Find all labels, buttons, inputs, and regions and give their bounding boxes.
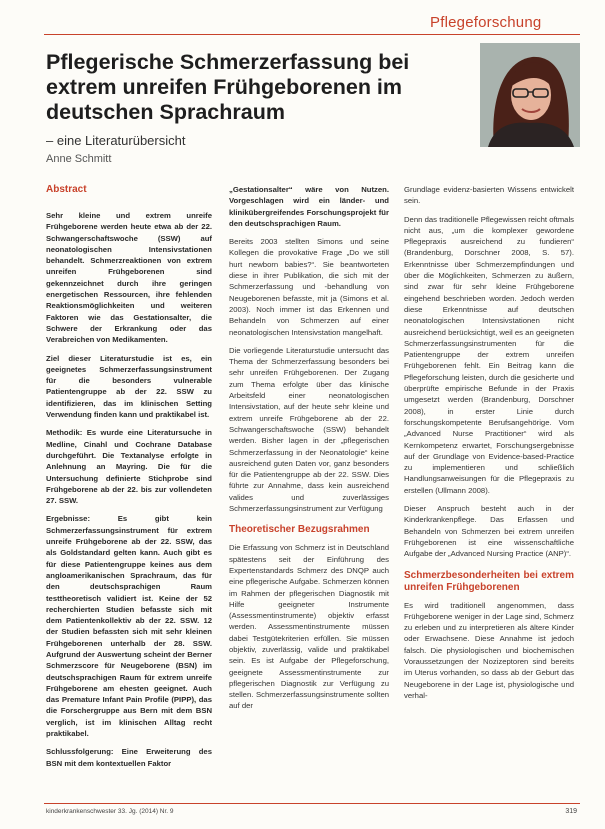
results-text: Es gibt kein Schmerzerfassungsinstrument für extrem unreife Frühgeborene ab der 22. SSW, das als Goldstandard gelten kann. Auch gibt es für diese Patientengruppe keines aus dem angloamerikanischen Sprachraum, das für den deutschsprachigen Raum testtheoretisch validiert ist. Keine der 52 recherchierten Studien befasste sich mit dem Patientenkollektiv ab der 22. SSW. 12 der Studien befassten sich mit sehr kleinen Frühgeborenen unterhalb der 28. SSW. Aufgrund der Auswertung scheint der Berner Schmerzscore für Neugeborene (BSN) im deutschsprachigen Raum für extrem unreife Frühgeborene am ehesten geeignet. Auch das Premature Infant Pain Profile (PIPP), das die Forschergruppe aus Bern mit dem BSN verglich, ist im klinischen Alltag recht praktikabel.	[46, 514, 212, 739]
article-subtitle: – eine Literaturübersicht	[46, 133, 186, 148]
page-number: 319	[565, 808, 577, 815]
conclusion-text: Eine Erweiterung des BSN mit dem kontextuellen Faktor	[46, 747, 212, 768]
body-column-3	[404, 184, 574, 708]
abstract-paragraph: Ziel dieser Literaturstudie ist es, ein geeignetes Schmerzerfassungsinstrument für die besonders vulnerable Patientengruppe ab der 22. SSW zu identifizieren, das im klinischen Setting Verwendung finden kann und praktikabel ist.	[46, 353, 212, 420]
body-paragraph: Bereits 2003 stellten Simons und seine Kollegen die provokative Frage „Do we still hurt newborn babies?“. Sie beantworteten diese in ihrer Publikation, die sich mit der Schmerzerfassung und -behandlung von Neugeborenen befasste, mit ja (Simons et al. 2003). Noch immer ist das Erkennen und Behandeln von Schmerzen auf einer neonatologischen Intensivstation mangelhaft.	[229, 237, 389, 337]
author-photo	[480, 43, 580, 147]
methods-text: Es wurde eine Literatursuche in Medline, Cinahl und Cochrane Database durchgeführt. Die Textanalyse erfolgte in Anlehnung an Mayring. Die für die Untersuchung definierte Stichprobe sind Frühgeborene ab der 22. bis zur vollendeten 27. SSW.	[46, 428, 212, 506]
methods-lead: Methodik:	[46, 428, 83, 438]
body-paragraph: Die vorliegende Literaturstudie untersucht das Thema der Schmerzerfassung besonders bei sehr unreifen Frühgeborenen. Der Zugang zum Thema erfolgte über das klinische Arbeitsfeld einer neonatologischen Intensivstation, auf der heute sehr kleine und extrem unreife Frühgeborene ab der 22. Schwangerschaftswoche (SSW) behandelt werden. Bisher lagen in der „pflegerischen Schmerzerfassung in der Neonatologie“ keine ausreichend guten Daten vor, ganz besonders für die Patientengruppe ab der 22. SSW. Dies führte zur Annahme, dass kein ausreichend valides und zuverlässiges Schmerzerfassungsinstrument zur Verfügung	[229, 345, 389, 514]
section-heading: Schmerzbesonderheiten bei extrem unreifen Frühgeborenen	[404, 569, 574, 593]
article-title: Pflegerische Schmerzerfassung bei extrem unreifen Frühgeborenen im deutschen Sprachraum	[46, 50, 410, 124]
abstract-conclusion	[46, 746, 212, 769]
body-column-2	[229, 184, 389, 719]
abstract-column	[46, 184, 212, 776]
article-author: Anne Schmitt	[46, 153, 112, 165]
body-paragraph: Es wird traditionell angenommen, dass Frühgeborene weniger in der Lage sind, Schmerz zu erleben und zu interpretieren als ältere Kinder oder Erwachsene. Diese Annahme ist jedoch falsch. Die physiologischen und biochemischen Voraussetzungen der Nozizeptoren sind bereits im Uterus vorhanden, so dass ab der Geburt das Neugeborene in der Lage ist, physiologische und verhal-	[404, 600, 574, 700]
footer-journal: kinderkrankenschwester 33. Jg. (2014) Nr. 9	[46, 808, 174, 815]
abstract-results	[46, 513, 212, 739]
body-paragraph: „Gestationsalter“ wäre von Nutzen. Vorgeschlagen wird ein länder- und klinikübergreifendes Forschungsprojekt für den deutschsprachigen Raum.	[229, 185, 389, 228]
footer-rule	[44, 803, 580, 804]
abstract-heading: Abstract	[46, 184, 87, 195]
body-paragraph: Die Erfassung von Schmerz ist in Deutschland spätestens seit der Einführung des Expertenstandards Schmerz des DNQP auch eine pflegerische Aufgabe. Schmerzen können im Rahmen der pflegerischen Diagnostik mit Hilfe geeigneter Instrumente (Assessmentinstrumente) objektiv erfasst werden. Assessmentinstrumente müssen dabei Testgütekriterien erfüllen. Sie müssen objektiv, zuverlässig, valide und praktikabel sein. Es ist Aufgabe der Pflegeforschung, geeignete Assessmentinstrumente zur pflegerischen Diagnostik zur Verfügung zu stellen. Schmerzerfassungsinstrumente sollten auf der	[229, 543, 389, 711]
body-paragraph: Dieser Anspruch besteht auch in der Kinderkrankenpflege. Das Erfassen und Behandeln von Schmerzen bei extrem unreifen Frühgeborenen ist eine wissenschaftliche Aufgabe der „Advanced Nursing Practice (ANP)“.	[404, 504, 574, 559]
conclusion-lead: Schlussfolgerung:	[46, 747, 114, 757]
section-kicker: Pflegeforschung	[430, 14, 542, 31]
author-portrait-image	[480, 43, 580, 147]
abstract-methods	[46, 427, 212, 506]
results-lead: Ergebnisse:	[46, 514, 91, 524]
body-paragraph: Denn das traditionelle Pflegewissen reicht oftmals nicht aus, „um die komplexer gewordene Pflegepraxis ausreichend zu fundieren“ (Brandenburg, Dorschner 2008, S. 57). Erkenntnisse über Schmerzempfindungen und über die Möglichkeiten, Schmerzen zu äußern, sind zwar für sehr kleine Frühgeborene eingehend beschrieben worden. Jedoch werden diese Erkenntnisse auf deutschen neonatologischen Intensivstationen nicht ausreichend berücksichtigt, weil es an geeigneten Schmerzerfassungsinstrumenten für die Patientengruppe der extrem unreifen Frühgeborenen fehlt. Ein Beitrag kann die Pflegeforschung leisten, durch die gesicherte und überprüfte empirische Befunde in der Praxis umgesetzt werden (Brandenburg, Dorschner 2008), in erster Linie durch forschungskompetente Berufsangehörige. Vom „Advanced Nurse Practitioner“ wird als Kernkompetenz erwartet, Forschungsergebnisse auf der Grundlage von Evidence-based-Practice zu implementieren und schließlich Handlungsanweisungen für die Pflegepraxis zu erstellen (Ullmann 2008).	[404, 214, 574, 495]
section-heading: Theoretischer Bezugsrahmen	[229, 524, 370, 536]
abstract-paragraph: Sehr kleine und extrem unreife Frühgeborene werden heute etwa ab der 22. Schwangerschaftswoche (SSW) auf neonatologischen Intensivstationen behandelt. Schmerzreaktionen von extrem unreifen Frühgeborenen sind gekennzeichnet durch ihre geringen energetischen Ressourcen, ihre fehlenden Reaktionsmöglichkeiten und weiteren Faktoren wie das Gestationsalter, die Schwere der Erkrankung oder das Verabreichen von Medikamenten.	[46, 211, 212, 345]
header-rule	[44, 34, 580, 35]
body-paragraph: Grundlage evidenz-basierten Wissens entwickelt sein.	[404, 185, 574, 206]
